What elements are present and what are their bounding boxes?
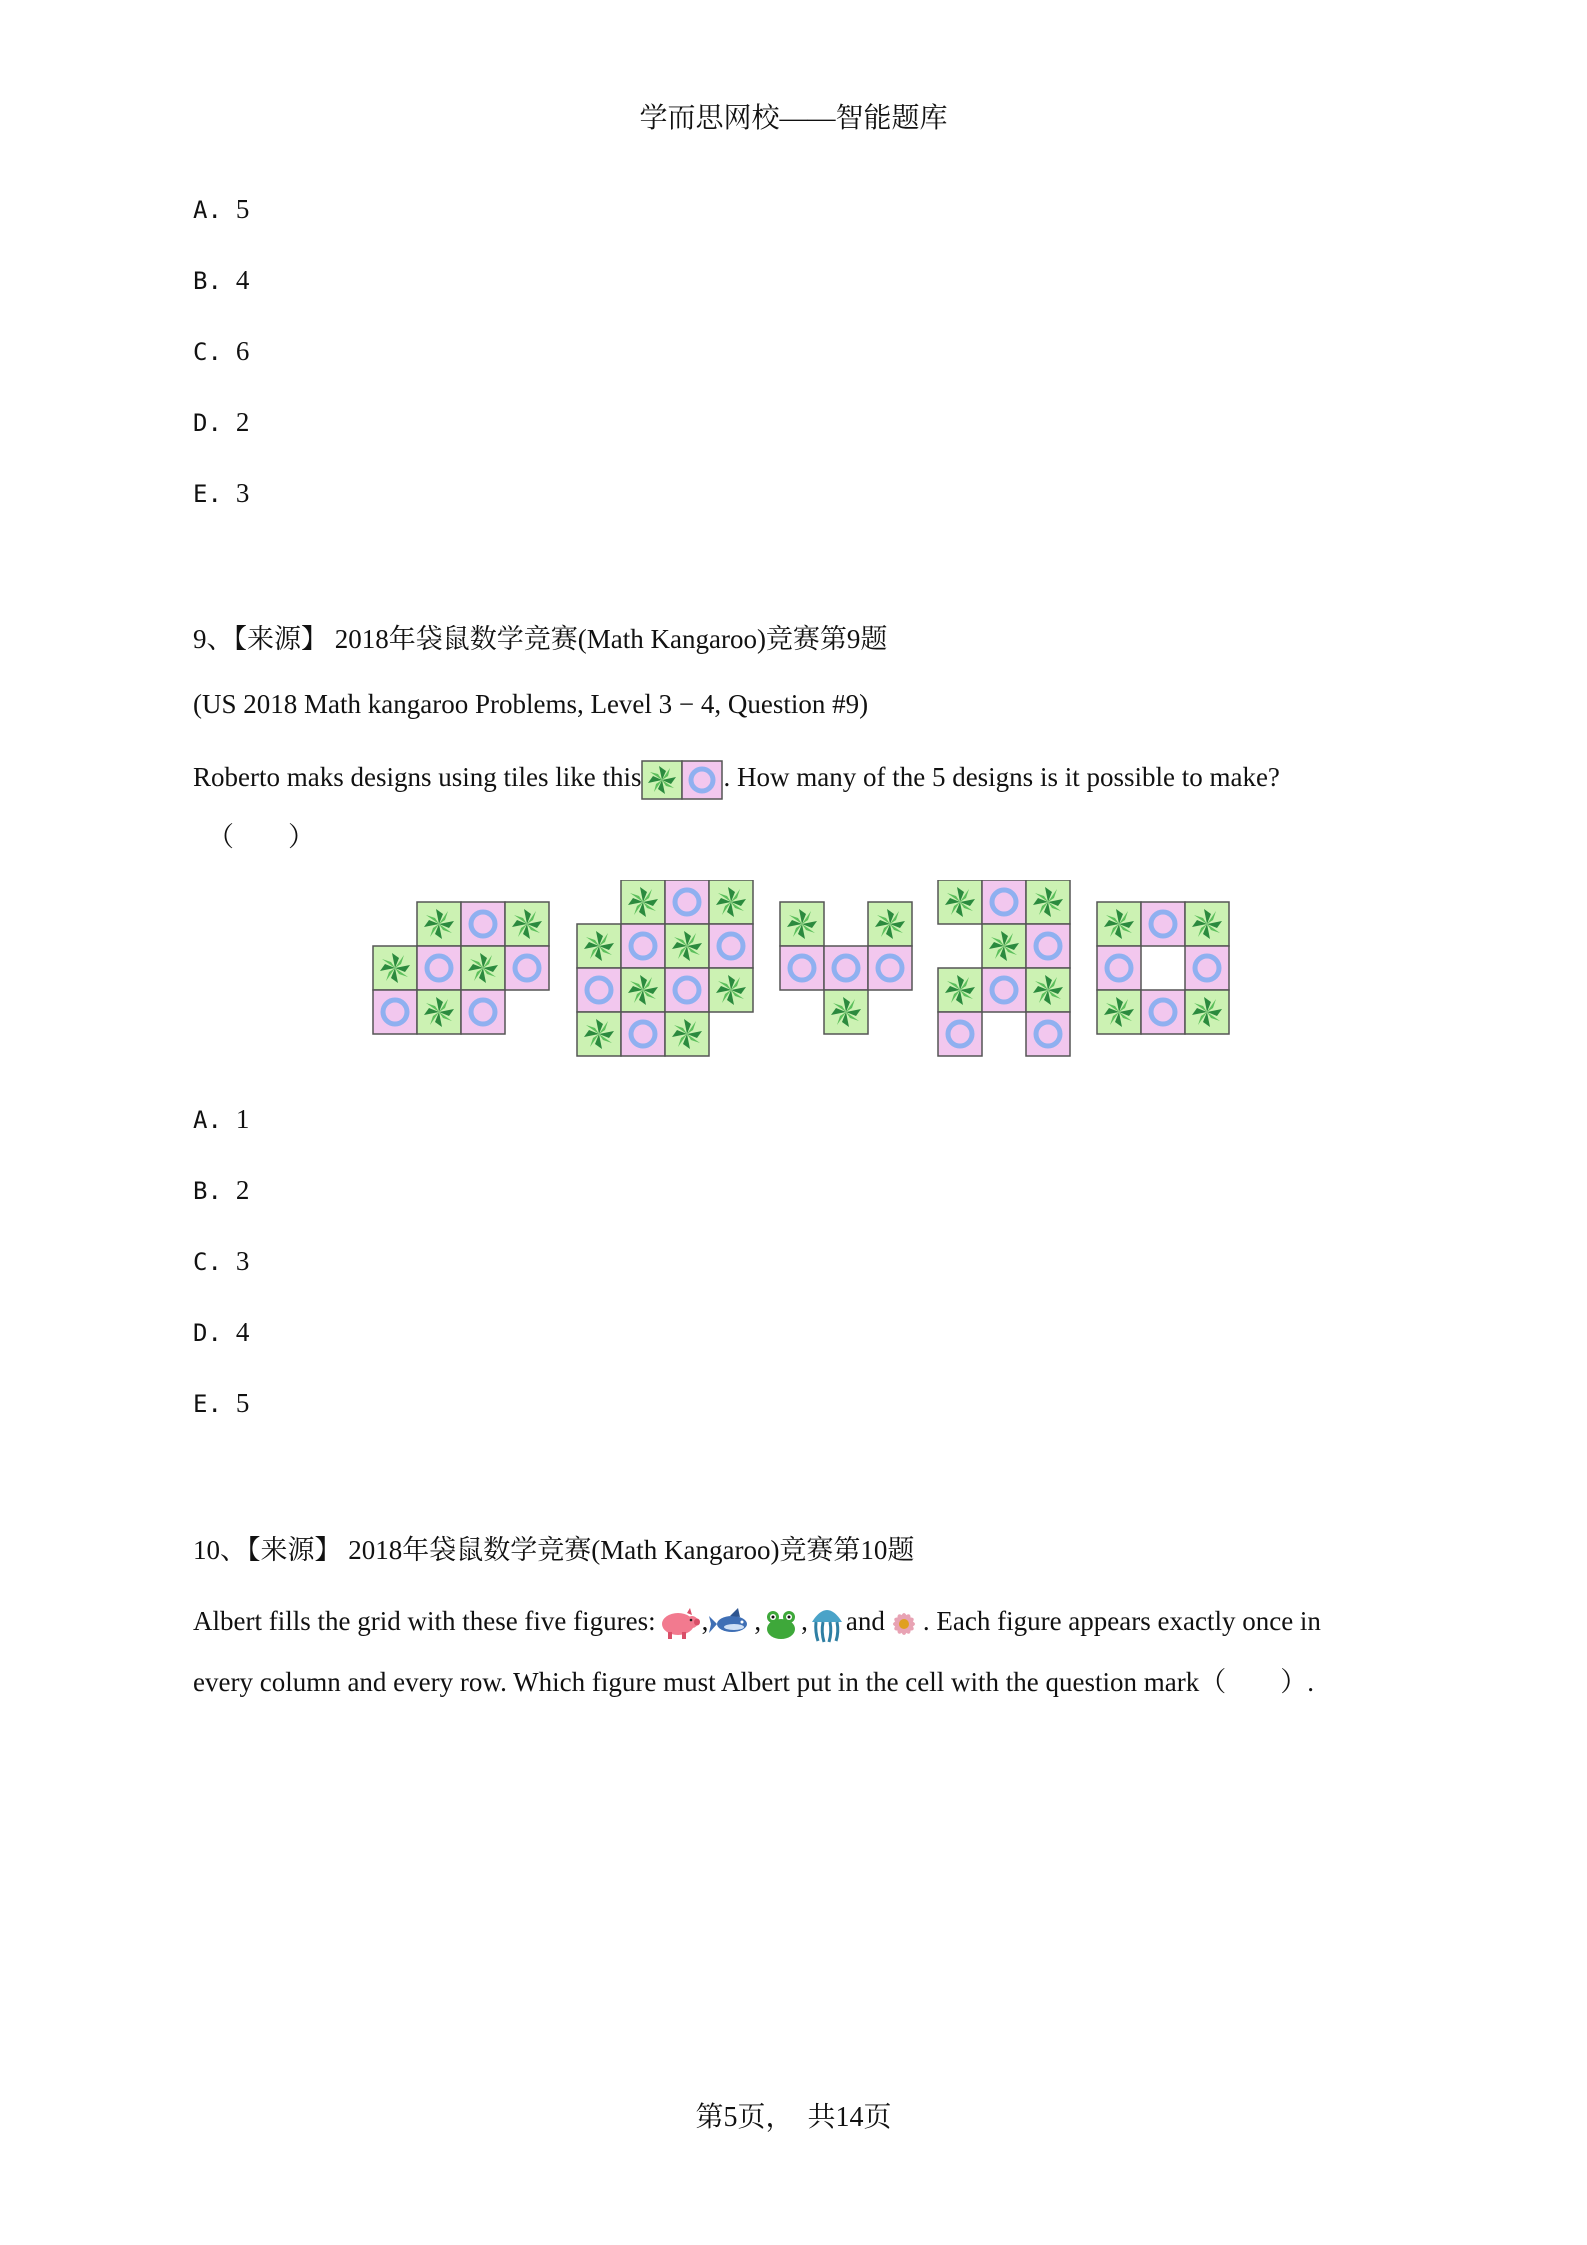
ring-tile [1097, 946, 1141, 990]
option-value: 5 [235, 194, 250, 224]
ring-tile [982, 968, 1026, 1012]
option-value: 2 [235, 407, 250, 437]
pig-icon [656, 1606, 702, 1642]
q9-designs-figure [360, 880, 1240, 1070]
ring-tile [1185, 946, 1229, 990]
option-value: 5 [235, 1388, 250, 1418]
ring-tile [461, 990, 505, 1034]
option-value: 2 [235, 1175, 250, 1205]
q10-text-after: . Each figure appears exactly once in [922, 1606, 1321, 1637]
page-header: 学而思网校——智能题库 [639, 103, 948, 134]
option-letter: A. [193, 196, 222, 224]
q10-comma: , [701, 1606, 709, 1637]
tile-design [780, 902, 912, 1034]
ring-tile [1141, 990, 1185, 1034]
ring-tile [1026, 1012, 1070, 1056]
option-letter: C. [193, 1248, 222, 1276]
q9-option-a[interactable] [193, 1104, 249, 1135]
q8-option-a[interactable] [193, 194, 249, 225]
ring-tile [461, 902, 505, 946]
ring-tile [868, 946, 912, 990]
option-letter: B. [193, 1177, 222, 1205]
option-letter: E. [193, 1390, 222, 1418]
q9-option-c[interactable] [193, 1246, 249, 1277]
ring-tile [621, 1012, 665, 1056]
q10-text-before: Albert fills the grid with these five figures: [193, 1606, 656, 1637]
q9-option-d[interactable] [193, 1317, 249, 1348]
ring-tile [665, 968, 709, 1012]
tile-design [938, 880, 1070, 1056]
option-letter: D. [193, 1319, 222, 1347]
ring-tile [1026, 924, 1070, 968]
ring-tile [982, 880, 1026, 924]
tile-design [373, 902, 549, 1034]
option-letter: C. [193, 338, 222, 366]
q10-question-line2: every column and every row. Which figure must Albert put in the cell with the question mark（ ）. [193, 1667, 1314, 1697]
ring-tile [505, 946, 549, 990]
option-letter: A. [193, 1106, 222, 1134]
q9-text-before: Roberto maks designs using tiles like this [193, 762, 642, 793]
q10-comma: , [801, 1606, 808, 1637]
ring-tile [577, 968, 621, 1012]
q10-question-line1 [193, 1604, 1321, 1644]
option-value: 1 [235, 1104, 250, 1134]
q10-and: and [845, 1606, 885, 1637]
ring-tile [709, 924, 753, 968]
q10-source: 10、【来源】 2018年袋鼠数学竞赛(Math Kangaroo)竞赛第10题 [193, 1535, 915, 1565]
q9-subsource: (US 2018 Math kangaroo Problems, Level 3 − 4, Question #9) [193, 689, 869, 719]
ring-tile [373, 990, 417, 1034]
q8-option-d[interactable] [193, 407, 249, 438]
q8-option-c[interactable] [193, 336, 249, 367]
q9-answer-paren: （ ） [207, 822, 315, 852]
ring-tile [938, 1012, 982, 1056]
option-value: 4 [235, 1317, 250, 1347]
option-value: 3 [235, 478, 250, 508]
tile-design [1097, 902, 1229, 1034]
option-letter: D. [193, 409, 222, 437]
flower-icon [885, 1606, 923, 1642]
option-value: 3 [235, 1246, 250, 1276]
q9-option-b[interactable] [193, 1175, 249, 1206]
q9-source: 9、【来源】 2018年袋鼠数学竞赛(Math Kangaroo)竞赛第9题 [193, 624, 888, 654]
frog-icon [761, 1606, 801, 1642]
tile-design [577, 880, 753, 1056]
tile-pair-icon [641, 760, 723, 800]
option-letter: E. [193, 480, 222, 508]
q9-option-e[interactable] [193, 1388, 249, 1419]
q9-question [193, 760, 1280, 800]
option-letter: B. [193, 267, 222, 295]
ring-tile [665, 880, 709, 924]
q9-text-after: . How many of the 5 designs is it possible to make? [723, 762, 1280, 793]
fish-icon [708, 1606, 754, 1642]
page-footer: 第5页， 共14页 [695, 2102, 892, 2133]
option-value: 6 [235, 336, 250, 366]
q8-option-e[interactable] [193, 478, 249, 509]
ring-tile [1141, 902, 1185, 946]
ring-tile [780, 946, 824, 990]
ring-tile [621, 924, 665, 968]
jellyfish-icon [808, 1604, 846, 1644]
ring-tile [824, 946, 868, 990]
ring-tile [417, 946, 461, 990]
option-value: 4 [235, 265, 250, 295]
q10-comma: , [754, 1606, 762, 1637]
q8-option-b[interactable] [193, 265, 249, 296]
